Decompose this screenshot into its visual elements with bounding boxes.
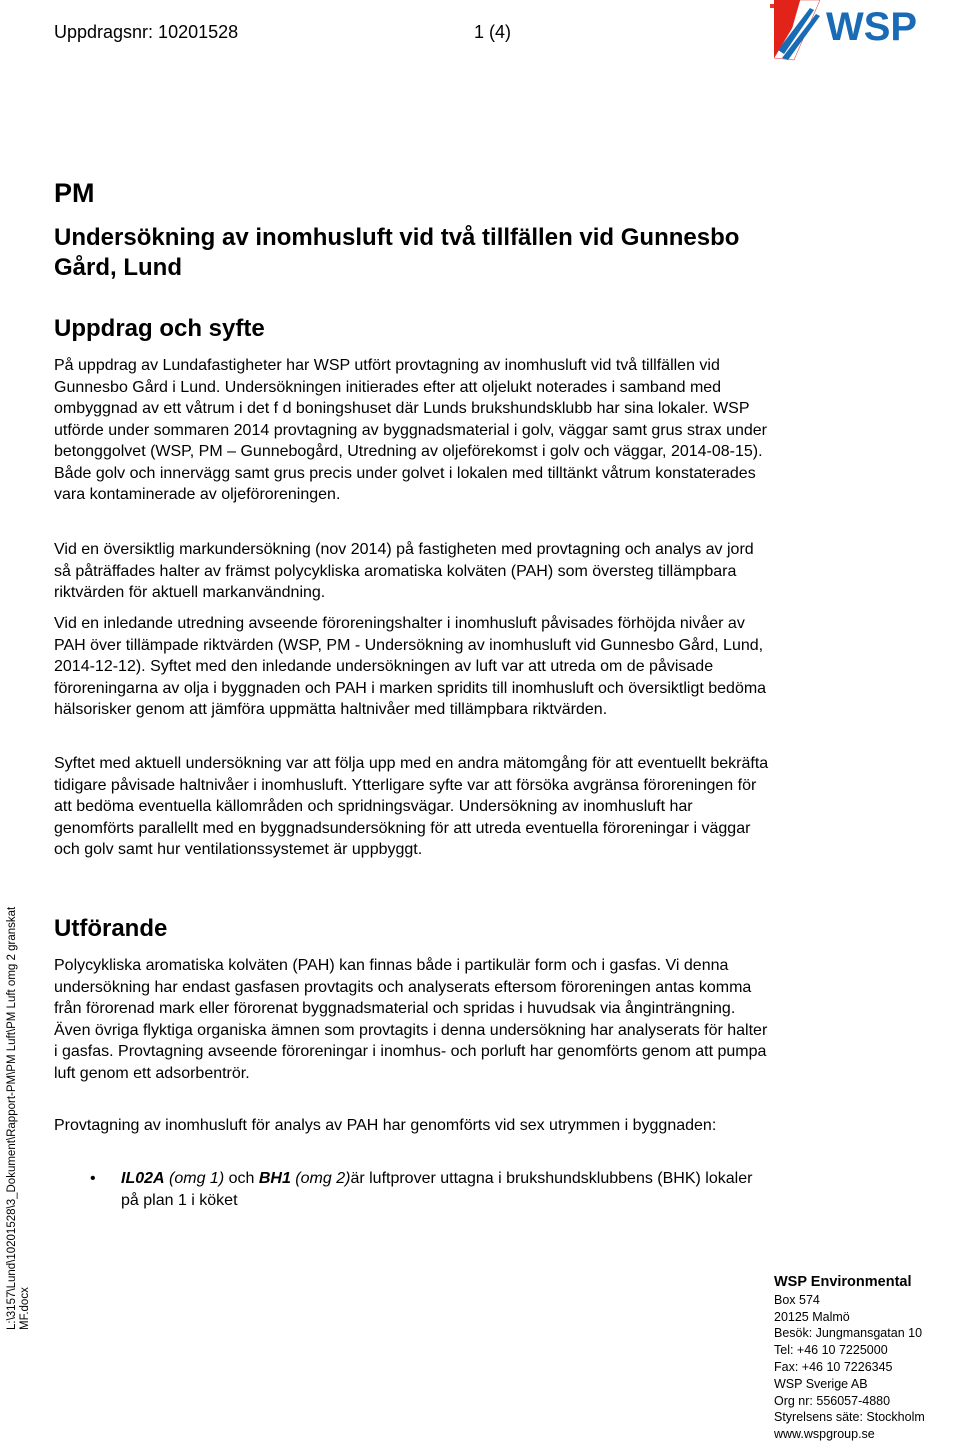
paragraph-6: Provtagning av inomhusluft för analys av PAH har genomförts vid sex utrymmen i byggnaden: xyxy=(54,1117,717,1134)
footer-line: Org nr: 556057-4880 xyxy=(774,1393,891,1408)
footer-line: WSP Sverige AB xyxy=(774,1376,868,1391)
bullet-joiner: och xyxy=(224,1170,259,1187)
wsp-logo xyxy=(770,0,960,62)
paragraph-2: Vid en översiktlig markundersökning (nov 2014) på fastigheten med provtagning och analys av jord så påträffades halter av främst polycykliska aromatiska kolväten (PAH) som översteg tillämpbara riktvärden för aktuell markanvändning. xyxy=(54,541,754,601)
assignment-number: Uppdragsnr: 10201528 xyxy=(54,22,239,42)
document-title: Undersökning av inomhusluft vid två tillfällen vid Gunnesbo Gård, Lund xyxy=(54,224,740,281)
sample-round: (omg 1) xyxy=(164,1170,225,1187)
sample-code: BH1 xyxy=(258,1170,291,1187)
paragraph-4: Syftet med aktuell undersökning var att följa upp med en andra mätomgång för att eventuellt bekräfta tidigare påvisade haltnivåer i inomhusluft. Ytterligare syfte var att försöka avgränsa föroreningen för att bedöma eventuella källområden och spridningsvägar. Undersökning av inomhusluft har genomförts parallellt med en byggnadsundersökning för att utreda eventuella föroreningar i väggar och golv samt hur ventilationssystemet är uppbyggt. xyxy=(54,755,769,858)
list-item xyxy=(54,1168,754,1211)
bullet-dot-icon: • xyxy=(90,1170,96,1187)
footer-line: Tel: +46 10 7225000 xyxy=(774,1343,888,1358)
document-type: PM xyxy=(54,178,95,208)
footer-line: Besök: Jungmansgatan 10 xyxy=(774,1326,923,1341)
paragraph-5: Polycykliska aromatiska kolväten (PAH) kan finnas både i partikulär form och i gasfas. Vi denna undersökning har endast gasfasen provtagits och analyserats eftersom föroreningen antas komma från förorenad mark eller förorenat byggnadsmaterial och spridas i huvudsak via ånginträngning. Även övriga flyktiga organiska ämnen som provtagits i denna undersökning har analyserats för halter i gasfas. Provtagning avseende föroreningar i inomhus- och porluft har genomförts genom att pumpa luft genom ett adsorbentrör. xyxy=(54,957,768,1082)
footer-line: Box 574 xyxy=(774,1292,820,1307)
bullet-list xyxy=(54,1168,754,1211)
footer-website-link[interactable]: www.wspgroup.se xyxy=(774,1427,875,1442)
footer-company: WSP Environmental xyxy=(774,1274,912,1290)
paragraph-3: Vid en inledande utredning avseende föroreningshalter i inomhusluft påvisades förhöjda nivåer av PAH över tillämpade riktvärden (WSP, PM - Undersökning av inomhusluft vid Gunnesbo Gård, Lund, 2014-12-12). Syftet med den inledande undersökningen av luft var att utreda om de påvisade föroreningarna av olja i byggnaden och PAH i marken spridits till inomhusluft och översiktligt bedöma hälsorisker genom att jämföra uppmätta haltnivåer med tillämpbara riktvärden. xyxy=(54,615,767,718)
page-number: 1 (4) xyxy=(474,22,512,42)
footer-line: Fax: +46 10 7226345 xyxy=(774,1359,893,1374)
section-heading-utforande: Utförande xyxy=(54,915,168,942)
section-heading-uppdrag: Uppdrag och syfte xyxy=(54,315,265,342)
paragraph-1: På uppdrag av Lundafastigheter har WSP utfört provtagning av inomhusluft vid två tillfällen vid Gunnesbo Gård i Lund. Undersökningen initierades efter att oljelukt noterades i samband med ombyggnad av ett våtrum i det f d boningshuset där Lunds brukshundsklubb har sina lokaler. WSP utförde under sommaren 2014 provtagning av byggnadsmaterial i golv, väggar samt grus strax under betonggolvet (WSP, PM – Gunnebogård, Utredning av oljeförekomst i golv och väggar, 2014-08-15). Både golv och innervägg samt grus precis under golvet i lokalen med tilltänkt våtrum konstaterades vara kontaminerade av oljeföroreningen. xyxy=(54,357,767,503)
logo-mark-icon xyxy=(770,0,820,60)
sample-code: IL02A xyxy=(121,1170,165,1187)
sample-round: (omg 2) xyxy=(290,1170,351,1187)
footer-line: 20125 Malmö xyxy=(774,1309,850,1324)
bullet-text: är luftprover uttagna i brukshundsklubbens (BHK) lokaler på plan 1 i köket xyxy=(121,1170,753,1209)
logo-wordmark: WSP xyxy=(826,5,918,49)
footer-line: Styrelsens säte: Stockholm xyxy=(774,1410,925,1425)
address-block xyxy=(774,1274,925,1443)
file-path-text: L:\3157\Lund\10201528\3_Dokument\Rapport-PM\PM Luft\PM Luft omg 2 granskat MF.docx xyxy=(6,906,31,1330)
